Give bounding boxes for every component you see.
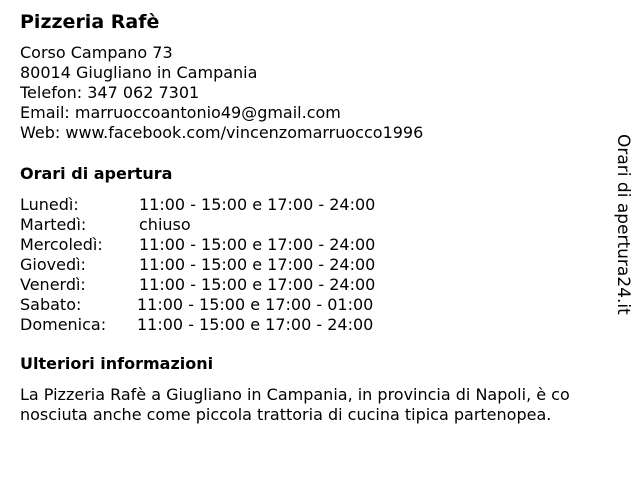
address-street: Corso Campano 73 [20,43,173,62]
day-label: Venerdì: [20,275,86,294]
further-info-text [20,385,625,425]
hours-value: 11:00 - 15:00 e 17:00 - 24:00 [139,275,376,294]
day-label: Sabato: [20,295,82,314]
day-label: Domenica: [20,315,107,334]
hours-value: chiuso [139,215,191,234]
day-label: Mercoledì: [20,235,103,254]
hours-value: 11:00 - 15:00 e 17:00 - 24:00 [137,315,374,334]
hours-value: 11:00 - 15:00 e 17:00 - 24:00 [139,255,376,274]
hours-value: 11:00 - 15:00 e 17:00 - 01:00 [137,295,374,314]
address-city: 80014 Giugliano in Campania [20,63,258,82]
site-watermark: Orari di apertura24.it [613,134,633,315]
day-label: Lunedì: [20,195,79,214]
day-label: Giovedì: [20,255,86,274]
hours-value: 11:00 - 15:00 e 17:00 - 24:00 [139,235,376,254]
business-name: Pizzeria Rafè [20,11,160,33]
further-info-heading: Ulteriori informazioni [20,354,214,373]
contact-block [20,43,423,143]
website: Web: www.facebook.com/vincenzomarruocco1996 [20,123,424,142]
info-line: La Pizzeria Rafè a Giugliano in Campania, in provincia di Napoli, è co [20,385,570,404]
info-line: nosciuta anche come piccola trattoria di cucina tipica partenopea. [20,405,552,424]
day-label: Martedì: [20,215,87,234]
hours-value: 11:00 - 15:00 e 17:00 - 24:00 [139,195,376,214]
phone: Telefon: 347 062 7301 [20,83,200,102]
email: Email: marruoccoantonio49@gmail.com [20,103,341,122]
opening-hours-heading: Orari di apertura [20,164,173,183]
